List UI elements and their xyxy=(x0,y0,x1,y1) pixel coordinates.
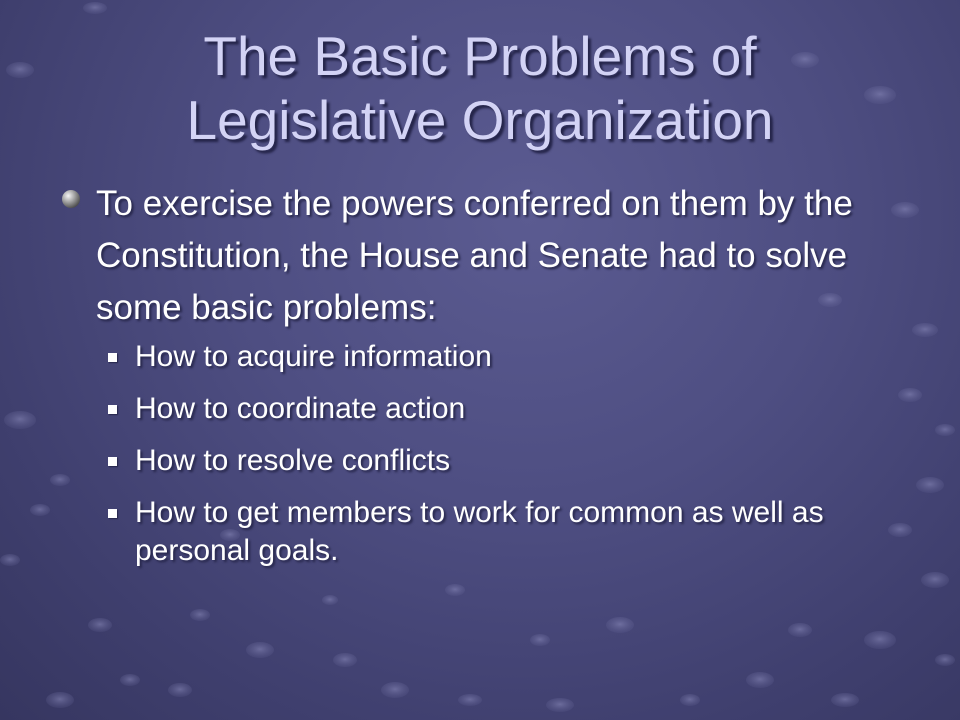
title-line-1: The Basic Problems of xyxy=(203,25,757,87)
main-bullet xyxy=(62,178,912,334)
square-bullet-icon xyxy=(108,509,117,518)
slide-title xyxy=(0,24,960,152)
square-bullet-icon xyxy=(108,457,117,466)
sub-bullet-text: How to coordinate action xyxy=(135,392,466,425)
title-line-2: Legislative Organization xyxy=(186,89,774,151)
main-bullet-text: To exercise the powers conferred on them by the Constitution, the House and Senate had to solve some basic problems: xyxy=(96,184,853,327)
square-bullet-icon xyxy=(108,353,117,362)
sphere-bullet-icon xyxy=(62,190,80,208)
sub-bullet-item xyxy=(108,442,888,480)
square-bullet-icon xyxy=(108,405,117,414)
sub-bullet-item xyxy=(108,494,888,570)
sub-bullet-text: How to acquire information xyxy=(135,340,492,373)
sub-bullet-item xyxy=(108,390,888,428)
sub-bullet-item xyxy=(108,338,888,376)
sub-bullet-text: How to get members to work for common as well as personal goals. xyxy=(135,496,824,567)
sub-bullet-list xyxy=(108,338,888,584)
sub-bullet-text: How to resolve conflicts xyxy=(135,444,451,477)
